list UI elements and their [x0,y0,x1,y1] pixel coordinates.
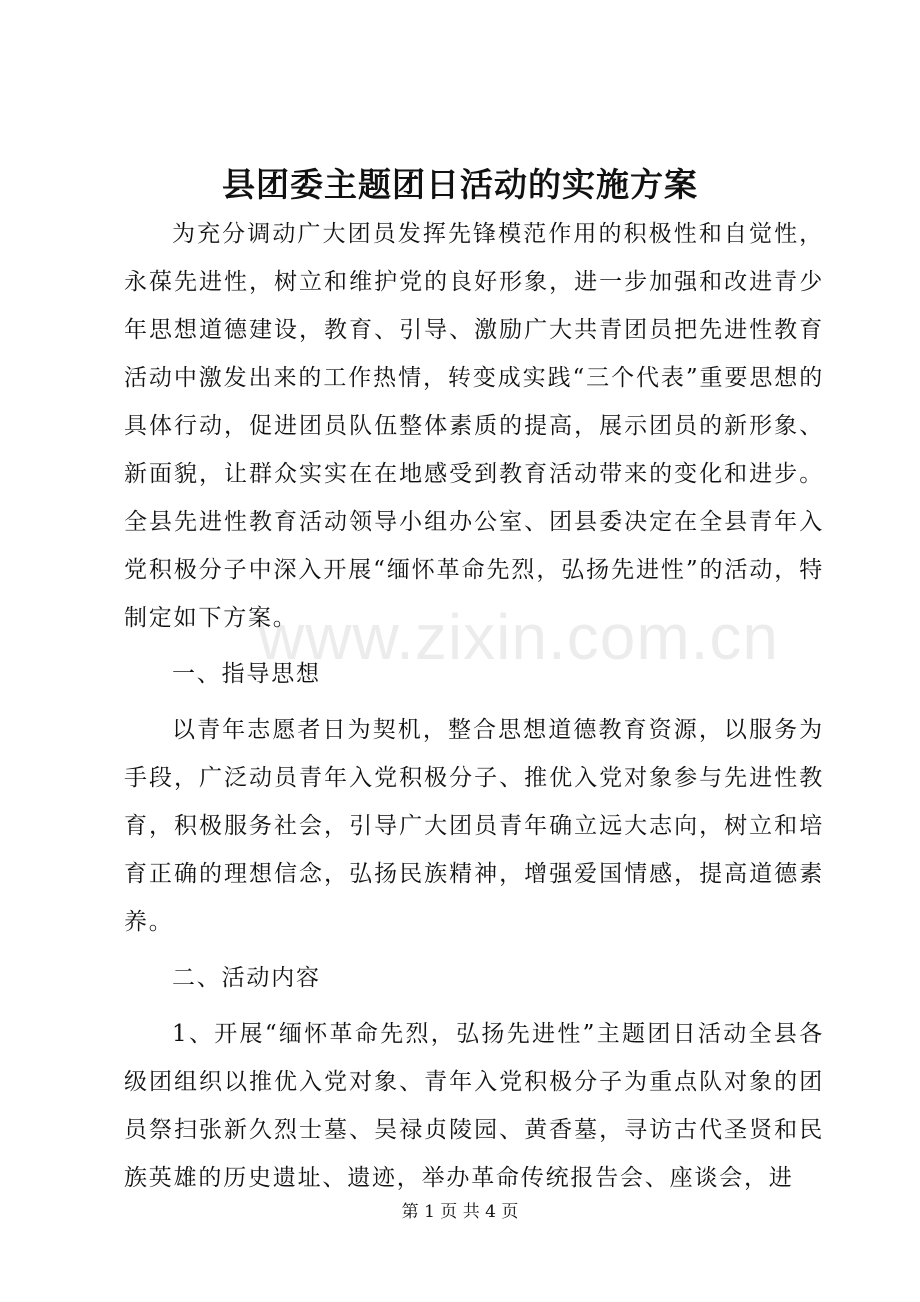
document-title: 县团委主题团日活动的实施方案 [222,165,698,204]
paragraph-activity-content: 1、开展“缅怀革命先烈，弘扬先进性”主题团日活动全县各级团组织以推优入党对象、青年入党积极分子为重点队对象的团员祭扫张新久烈士墓、吴禄贞陵园、黄香墓，寻访古代圣贤和民族英雄的历史遗址、遗迹，举办革命传统报告会、座谈会，进 [124,1021,824,1191]
section-heading-activity-content: 二、活动内容 [172,965,321,991]
paragraph-guiding-thought: 以青年志愿者日为契机，整合思想道德教育资源，以服务为手段，广泛动员青年入党积极分子、推优入党对象参与先进性教育，积极服务社会，引导广大团员青年确立远大志向，树立和培育正确的理想信念，弘扬民族精神，增强爱国情感，提高道德素养。 [124,717,824,935]
document-body [124,210,824,1202]
watermark: www.zixin.com.cn [258,601,779,673]
page-footer: 第 1 页 共 4 页 [401,1202,519,1222]
paragraph-intro: 为充分调动广大团员发挥先锋模范作用的积极性和自觉性，永葆先进性，树立和维护党的良好形象，进一步加强和改进青少年思想道德建设，教育、引导、激励广大共青团员把先进性教育活动中激发出来的工作热情，转变成实践“三个代表”重要思想的具体行动，促进团员队伍整体素质的提高，展示团员的新形象、新面貌，让群众实实在在地感受到教育活动带来的变化和进步。全县先进性教育活动领导小组办公室、团县委决定在全县青年入党积极分子中深入开展“缅怀革命先烈，弘扬先进性”的活动，特制定如下方案。 [124,221,824,631]
section-heading-guiding-thought: 一、指导思想 [172,661,321,687]
